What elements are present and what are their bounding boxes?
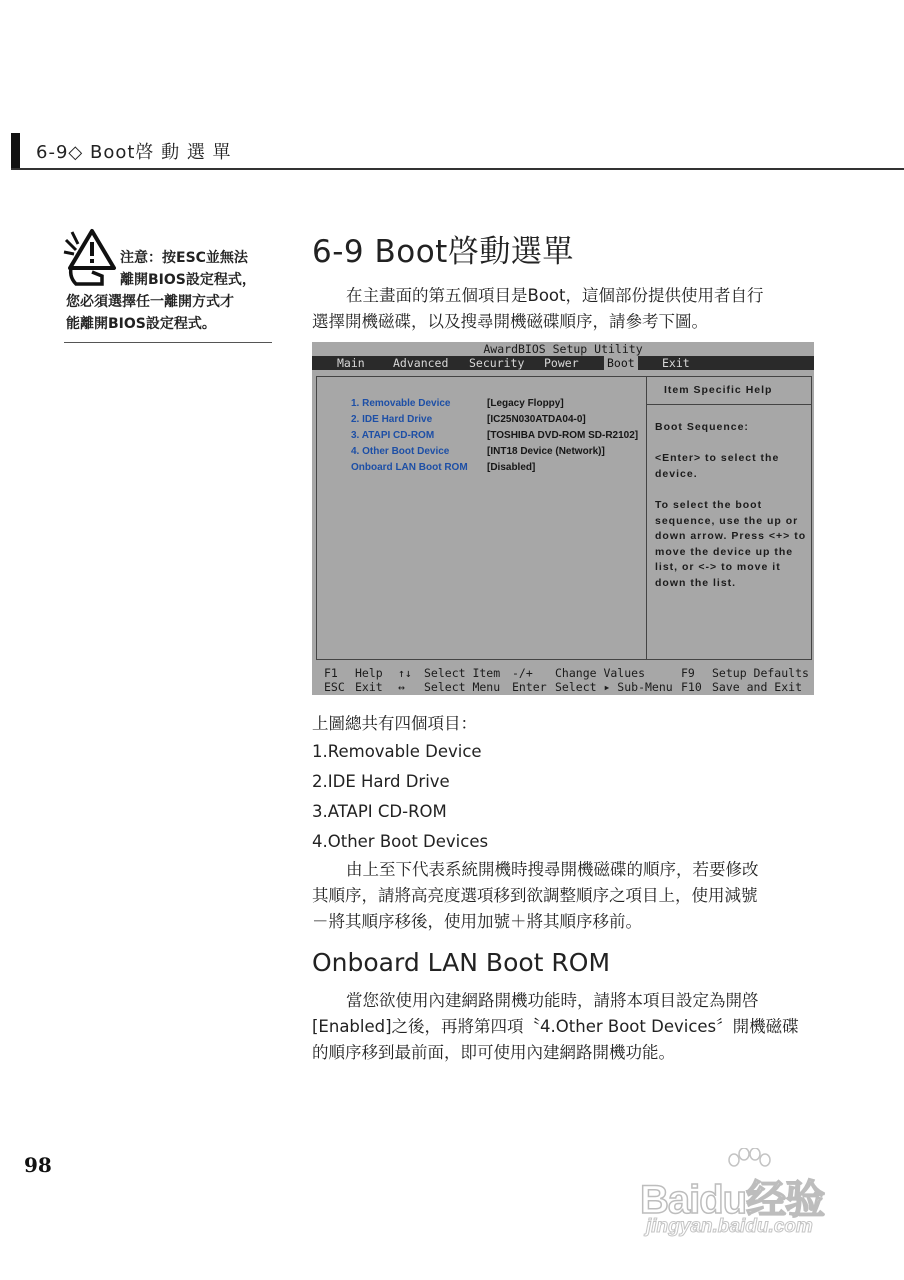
bios-menu-exit[interactable]: Exit: [662, 356, 690, 370]
key-desc: Select ▸ Sub-Menu: [555, 680, 673, 694]
key-desc: Help: [355, 666, 383, 680]
boot-item-value: [Legacy Floppy]: [487, 398, 564, 409]
bios-menu-power[interactable]: Power: [544, 356, 579, 370]
baidu-watermark: [640, 1148, 860, 1248]
list-item: 1.Removable Device: [312, 742, 482, 761]
page-title: 6-9 Boot啓動選單: [312, 234, 574, 270]
summary-text: 上圖總共有四個項目：: [312, 714, 477, 733]
lan-paragraph: [312, 988, 817, 1066]
lan-line: 的順序移到最前面，即可使用內建網路開機功能。: [312, 1043, 675, 1062]
bios-menu-advanced[interactable]: Advanced: [393, 356, 449, 370]
section-subtitle: Onboard LAN Boot ROM: [312, 948, 611, 977]
watermark-brand: Baidu经验: [640, 1178, 825, 1222]
lan-line: 當您欲使用內建網路開機功能時，請將本項目設定為開啓: [346, 991, 759, 1010]
boot-item-label: 2. IDE Hard Drive: [351, 414, 433, 425]
header-rule: [11, 168, 904, 170]
bios-menu-main[interactable]: Main: [337, 356, 365, 370]
lan-line: [Enabled]之後，再將第四項〝4.Other Boot Devices〞開機磁碟: [312, 1017, 799, 1036]
watermark-url: jingyan.baidu.com: [646, 1216, 813, 1237]
boot-item-label: 4. Other Boot Device: [351, 446, 450, 457]
key-desc: Select Menu: [424, 680, 501, 694]
bios-title: AwardBIOS Setup Utility: [483, 342, 643, 356]
note-line: 您必須選擇任一離開方式才: [66, 294, 234, 310]
list-item: 2.IDE Hard Drive: [312, 772, 450, 791]
intro-line: 在主畫面的第五個項目是Boot，這個部份提供使用者自行: [346, 286, 764, 305]
bios-key-legend: [312, 663, 814, 695]
key-desc: Setup Defaults: [712, 666, 809, 680]
key-desc: Save and Exit: [712, 680, 803, 694]
key-esc: ESC: [324, 680, 345, 694]
header-bar: [11, 133, 20, 169]
boot-item-value: [INT18 Device (Network)]: [487, 446, 605, 457]
key-f1: F1: [324, 666, 338, 680]
help-text: To select the boot sequence, use the up or down arrow. Press <+> to move the device up the list, or <-> to move it down the list.: [655, 498, 807, 589]
note-rule: [64, 342, 272, 343]
intro-line: 選擇開機磁碟，以及搜尋開機磁碟順序，請參考下圖。: [312, 312, 708, 331]
key-f9: F9: [681, 666, 695, 680]
order-line: －將其順序移後，使用加號＋將其順序移前。: [312, 912, 642, 931]
note-line: 離開BIOS設定程式，: [120, 272, 256, 288]
bios-menu-boot[interactable]: Boot: [604, 356, 638, 370]
updown-arrows-icon: ↑↓: [398, 666, 412, 680]
order-line: 其順序，請將高亮度選項移到欲調整順序之項目上，使用減號: [312, 886, 758, 905]
help-panel-body: [655, 420, 810, 607]
note-line: 能離開BIOS設定程式。: [66, 316, 216, 332]
boot-item-label: 3. ATAPI CD-ROM: [351, 430, 435, 441]
bios-screenshot: [312, 342, 814, 695]
help-panel-title: Item Specific Help: [647, 378, 811, 405]
order-paragraph: [312, 857, 817, 935]
order-line: 由上至下代表系統開機時搜尋開機磁碟的順序，若要修改: [346, 860, 759, 879]
key-f10: F10: [681, 680, 702, 694]
key-enter: Enter: [512, 680, 547, 694]
key-desc: Change Values: [555, 666, 646, 680]
leftright-arrows-icon: ↔: [398, 680, 405, 694]
list-item: 4.Other Boot Devices: [312, 832, 489, 851]
key-minus-plus: -/+: [512, 666, 533, 680]
help-text: Boot Sequence:: [655, 421, 749, 433]
section-header: 6-9◇ Boot啓 動 選 單: [36, 142, 232, 163]
boot-item-value: [TOSHIBA DVD-ROM SD-R2102]: [487, 430, 639, 441]
page-number: 98: [24, 1153, 52, 1177]
help-text: <Enter> to select the device.: [655, 452, 780, 480]
boot-item-label: 1. Removable Device: [351, 398, 451, 409]
note-line: 注意：按ESC並無法: [120, 250, 248, 266]
intro-paragraph: [312, 283, 817, 335]
key-desc: Select Item: [424, 666, 501, 680]
bios-menu-bar: [312, 356, 814, 370]
caution-note: [66, 247, 276, 335]
boot-item-label: Onboard LAN Boot ROM: [351, 462, 468, 473]
bios-menu-security[interactable]: Security: [469, 356, 525, 370]
boot-item-value: [Disabled]: [487, 462, 536, 473]
list-item: 3.ATAPI CD-ROM: [312, 802, 447, 821]
boot-item-value: [IC25N030ATDA04-0]: [487, 414, 586, 425]
key-desc: Exit: [355, 680, 383, 694]
